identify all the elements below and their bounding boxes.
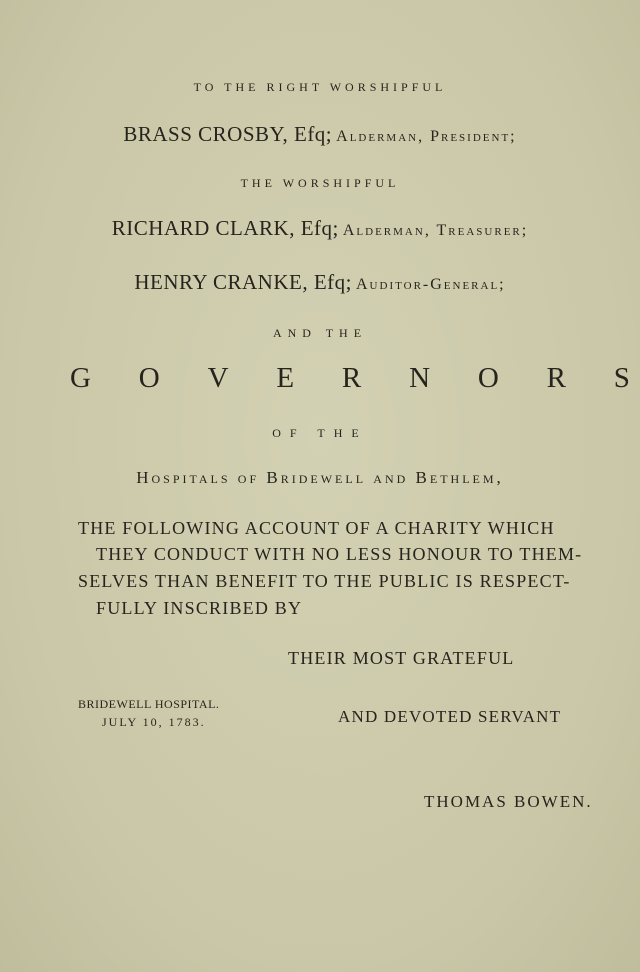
- date-line: JULY 10, 1783.: [102, 715, 206, 729]
- governors-letter: S: [613, 362, 630, 394]
- governors-letter: R: [341, 362, 362, 394]
- governors-heading: [70, 362, 630, 395]
- governors-letter: N: [409, 362, 431, 394]
- governors-letter: G: [70, 362, 91, 394]
- and-the-line: AND THE: [272, 326, 368, 340]
- governors-letter: O: [477, 362, 499, 394]
- place-line: BRIDEWELL HOSPITAL.: [78, 697, 220, 711]
- body-line-1: THE FOLLOWING ACCOUNT OF A CHARITY WHICH: [78, 518, 555, 538]
- signature: THOMAS BOWEN.: [424, 792, 593, 811]
- worshipful-line: THE WORSHIPFUL: [240, 176, 400, 190]
- governors-letter: E: [276, 362, 295, 394]
- clark-name: RICHARD CLARK, Efq;: [111, 216, 339, 240]
- governors-letter: R: [546, 362, 566, 394]
- of-the-line: OF THE: [272, 426, 368, 440]
- cranke-line: [0, 270, 640, 295]
- their-most-grateful: THEIR MOST GRATEFUL: [288, 648, 515, 668]
- crosby-name: BRASS CROSBY, Efq;: [123, 122, 333, 146]
- body-line-4: FULLY INSCRIBED BY: [96, 598, 303, 618]
- governors-letter: V: [207, 362, 229, 394]
- crosby-title: Alderman, President;: [336, 128, 517, 145]
- cranke-title: Auditor-General;: [356, 276, 506, 293]
- devoted-servant: AND DEVOTED SERVANT: [338, 707, 562, 726]
- dedication-line-1: TO THE RIGHT WORSHIPFUL: [193, 80, 447, 94]
- body-line-3: SELVES THAN BENEFIT TO THE PUBLIC IS RESPECT-: [78, 571, 571, 591]
- clark-title: Alderman, Treasurer;: [342, 222, 529, 239]
- crosby-line: [0, 122, 640, 147]
- hospitals-line: Hospitals of Bridewell and Bethlem,: [136, 468, 504, 487]
- body-line-2: THEY CONDUCT WITH NO LESS HONOUR TO THEM-: [96, 544, 583, 564]
- cranke-name: HENRY CRANKE, Efq;: [134, 270, 352, 294]
- clark-line: [0, 216, 640, 241]
- governors-letter: O: [138, 362, 160, 394]
